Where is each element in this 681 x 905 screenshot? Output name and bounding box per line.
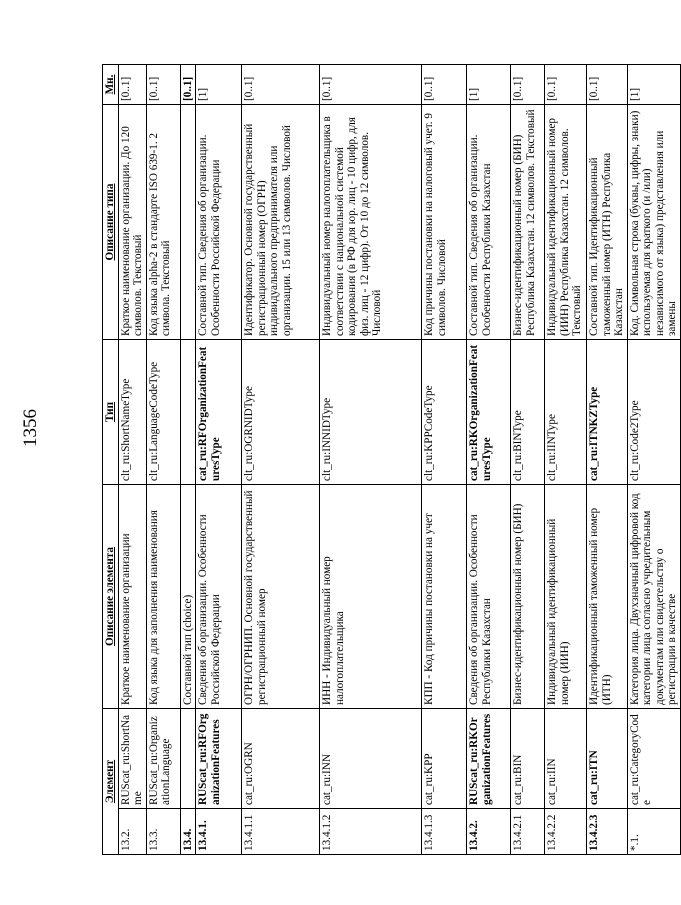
multiplicity: [0..1] [146, 65, 180, 105]
row-number: 13.3. [146, 809, 180, 855]
multiplicity: [0..1] [422, 65, 467, 105]
type-desc: Краткое наименование организации. До 120 символов. Текстовый [118, 105, 146, 340]
header-element-desc: Описание элемента [103, 485, 119, 709]
type-name: cat_ru:RFOrganizationFeaturesType [196, 340, 242, 485]
row-number: 13.4.2.3 [587, 809, 628, 855]
type-desc: Идентификатор. Основной государственный регистрационный номер (ОГРН) индивидуального предпринимателя или организации. 15 или 13 символов. Числовой [242, 105, 320, 340]
row-number: 13.4.2.1 [511, 809, 545, 855]
table-row [118, 65, 146, 855]
element-desc: ОГРН/ОГРНИП. Основной государственный регистрационный номер [242, 485, 320, 709]
type-name: clt_ru:BINType [511, 340, 545, 485]
type-name: cat_ru:ITNKZType [587, 340, 628, 485]
table-header-row [103, 65, 119, 855]
element-desc: Сведения об организации. Особенности Российской Федерации [196, 485, 242, 709]
element-desc: Категория лица. Двухзначный цифровой код категории лица согласно учредительным документам или свидетельству о регистрации в качестве [627, 485, 680, 709]
element-name: cat_ru:OGRN [242, 709, 320, 809]
type-name: clt_ru:KPPCodeType [422, 340, 467, 485]
type-desc: Код языка alpha-2 в стандарте ISO 639-1. 2 символа. Текстовый [146, 105, 180, 340]
multiplicity: [1] [627, 65, 680, 105]
header-element: Элемент [103, 709, 119, 855]
type-name: clt_ru:Code2Type [627, 340, 680, 485]
multiplicity: [1] [196, 65, 242, 105]
element-name: cat_ru:KPP [422, 709, 467, 809]
element-desc: Составной тип (choice) [180, 485, 196, 709]
element-name: cat_ru:ITN [587, 709, 628, 809]
row-number: *.1. [627, 809, 680, 855]
elements-table-container [102, 65, 679, 855]
table-row [545, 65, 587, 855]
element-desc: Сведения об организации. Особенности Республики Казахстан [467, 485, 511, 709]
type-name: clt_ru:IINType [545, 340, 587, 485]
header-type-desc: Описание типа [103, 105, 119, 340]
row-number: 13.4.2.2 [545, 809, 587, 855]
type-name: clt_ru:OGRNIDType [242, 340, 320, 485]
type-desc [180, 105, 196, 340]
multiplicity: [0..1] [511, 65, 545, 105]
table-row [180, 65, 196, 855]
element-name: cat_ru:BIN [511, 709, 545, 809]
type-name [180, 340, 196, 485]
type-desc: Бизнес-идентификационный номер (БИН) Республика Казахстан. 12 символов. Текстовый [511, 105, 545, 340]
table-row [320, 65, 422, 855]
row-number: 13.4.1.2 [320, 809, 422, 855]
element-name: RUScat_ru:RFOrganizationFeatures [196, 709, 242, 809]
row-number: 13.4.2. [467, 809, 511, 855]
type-desc: Индивидуальный идентификационный номер (ИИН) Республика Казахстан. 12 символов. Текстовый [545, 105, 587, 340]
type-name: cat_ru:RKOrganizationFeaturesType [467, 340, 511, 485]
table-row [511, 65, 545, 855]
table-row [467, 65, 511, 855]
element-desc: Код языка для заполнения наименования [146, 485, 180, 709]
multiplicity: [0..1] [180, 65, 196, 105]
multiplicity: [1] [467, 65, 511, 105]
page-number-text: 1356 [20, 409, 41, 447]
multiplicity: [0..1] [545, 65, 587, 105]
multiplicity: [0..1] [320, 65, 422, 105]
type-desc: Составной тип. Сведения об организации. Особенности Республики Казахстан [467, 105, 511, 340]
header-type: Тип [103, 340, 119, 485]
type-desc: Составной тип. Идентификационный таможенный номер (ИТН) Республика Казахстан [587, 105, 628, 340]
table-row [587, 65, 628, 855]
table-row [422, 65, 467, 855]
element-name: RUScat_ru:RKOrganizationFeatures [467, 709, 511, 809]
table-row [242, 65, 320, 855]
type-name: clt_ru:LanguageCodeType [146, 340, 180, 485]
type-desc: Код причины постановки на налоговый учет. 9 символов. Числовой [422, 105, 467, 340]
page-number [20, 409, 42, 447]
element-desc: ИНН - Индивидуальный номер налогоплательщика [320, 485, 422, 709]
element-desc: Бизнес-идентификационный номер (БИН) [511, 485, 545, 709]
multiplicity: [0..1] [587, 65, 628, 105]
element-name: cat_ru:CategoryCode [627, 709, 680, 809]
element-desc: Краткое наименование организации [118, 485, 146, 709]
row-number: 13.4.1.3 [422, 809, 467, 855]
element-desc: КПП - Код причины постановки на учет [422, 485, 467, 709]
element-desc: Идентификационный таможенный номер (ИТН) [587, 485, 628, 709]
row-number: 13.4.1.1 [242, 809, 320, 855]
element-name [180, 709, 196, 809]
type-name: clt_ru:INNIDType [320, 340, 422, 485]
row-number: 13.2. [118, 809, 146, 855]
table-row [196, 65, 242, 855]
header-mn: Мн. [103, 65, 119, 105]
element-name: cat_ru:IIN [545, 709, 587, 809]
type-desc: Индивидуальный номер налогоплательщика в соответствии с национальной системой кодирования (в РФ для юр. лиц - 10 цифр, для физ. лиц - 12 цифр). От 10 до 12 символов. Числовой [320, 105, 422, 340]
row-number: 13.4.1. [196, 809, 242, 855]
element-name: RUScat_ru:OrganizationLanguage [146, 709, 180, 809]
element-name: cat_ru:INN [320, 709, 422, 809]
row-number: 13.4. [180, 809, 196, 855]
element-name: RUScat_ru:ShortName [118, 709, 146, 809]
type-desc: Составной тип. Сведения об организации. Особенности Российской Федерации [196, 105, 242, 340]
type-name: clt_ru:ShortNameType [118, 340, 146, 485]
type-desc: Код. Символьная строка (буквы, цифры, знаки) используемая для краткого (и /или) независимого от языка) представления или замены [627, 105, 680, 340]
multiplicity: [0..1] [118, 65, 146, 105]
multiplicity: [0..1] [242, 65, 320, 105]
table-row [146, 65, 180, 855]
table-row [627, 65, 680, 855]
elements-table [102, 64, 681, 855]
element-desc: Индивидуальный идентификационный номер (ИИН) [545, 485, 587, 709]
